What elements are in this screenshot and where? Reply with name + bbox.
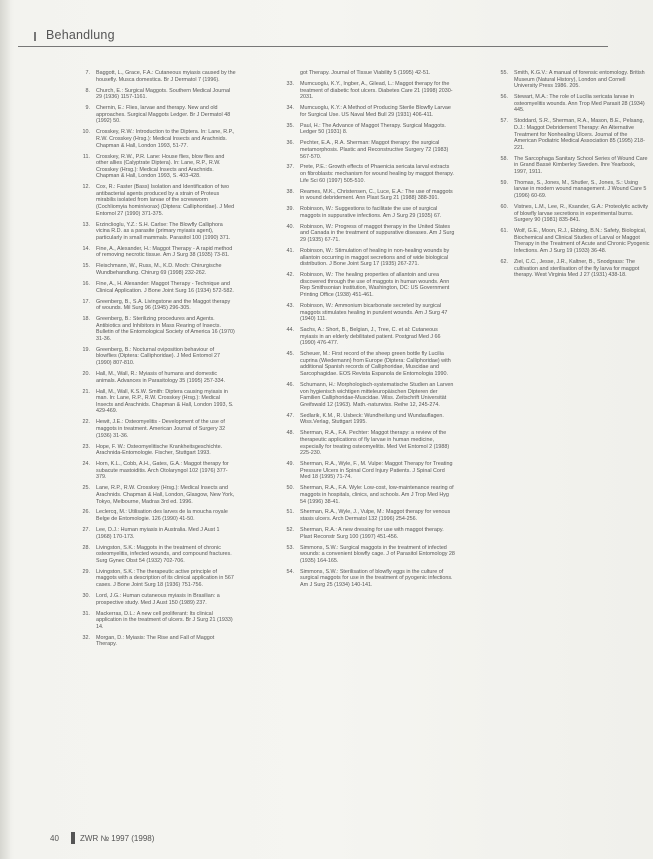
reference-number: 45. [286,351,294,358]
reference-text: Thomas, S., Jones, M., Shutler, S., Jones, S.: Using larvae in modern wound management. J Wound Care 5 (1996) 60-69. [514,179,647,200]
reference-number: 49. [286,461,294,468]
reference-item [280,189,455,202]
reference-text: Crosskey, R.W.: Introduction to the Diptera. In: Lane, R.P., R.W. Crosskey (Hrsg.): Medical Insects and Arachnids. Chapman & Hall, London 1993, 51-77. [96,129,235,149]
section-mark-icon [34,32,43,41]
reference-number: 14. [82,245,90,252]
reference-number: 30. [82,592,90,599]
reference-text: Baggott, L., Grace, F.A.: Cutaneous myiasis caused by the housefly. Musca domestica. Br J Dermatol 7 (1996). [96,70,236,83]
reference-number: 36. [286,140,294,147]
reference-text: Scheuer, M.: First record of the sheep green bottle fly Lucilia cuprina (Wiedemann) from Europe (Diptera: Calliphoridae) with additional Spanish records of Calliphoridae, Muscidae and Sarcophagidae. EOS Revista Espanola de Entomologia 1990. [300,351,451,378]
reference-number: 41. [286,247,294,254]
reference-item [280,327,455,347]
reference-number: 21. [82,388,90,395]
reference-item [76,154,236,180]
reference-text: Robinson, W.: Ammonium bicarbonate secreted by surgical maggots stimulates healing in purulent wounds. Am J Surg 47 (1940) 111. [300,302,448,323]
reference-item [76,569,236,589]
reference-number: 34. [286,105,294,112]
reference-text: Stoddard, S.R., Sherman, R.A., Mason, B.E., Pelsang, D.J.: Maggot Debridement Therapy: An Alternative Treatment for Nonhealing Ulcers. Journal of the American Podiatric Medical Association 85 (1995) 218-221. [514,118,645,151]
reference-item [76,389,236,415]
reference-item [76,611,236,631]
reference-number: 62. [500,258,508,265]
reference-item [76,246,236,259]
reference-item [76,444,236,457]
reference-text: Robinson, W.: The healing properties of allantoin and urea discovered through the use of maggots in human wounds. Ann Rep Smithsonian Institution, Washington, DC: US Government Printing Office (1938) 451-461. [300,272,450,298]
reference-item [280,351,455,377]
reference-text: Greenberg, B., S.A. Livingstone and the Maggot therapy of wounds. Mil Surg 96 (1945) 296-305. [96,298,231,312]
reference-item [280,303,455,323]
reference-item [494,259,650,279]
reference-item [280,569,455,589]
reference-text: Lee, D.J.: Human myiasis in Australia. Med J Aust 1 (1968) 170-173. [96,527,220,540]
reference-text: Livingston, S.K.: Maggots in the treatment of chronic osteomyelitis, infected wounds, and compound fractures. Surg Gynec Obst 54 (1932) 702-706. [96,544,232,564]
reference-number: 59. [500,179,508,186]
section-title: Behandlung [46,28,115,42]
reference-number: 61. [500,228,508,235]
reference-text: Hall, M., Wall, R.: Myiasis of humans and domestic animals. Advances in Parasitology 35 (1995) 257-334. [96,371,226,384]
reference-item [76,263,236,276]
reference-item [280,70,455,77]
reference-item [76,184,236,217]
reference-number: 42. [286,272,294,279]
reference-text: Hall, M., Wall, K.S.W. Smith: Diptera causing myiasis in man. In: Lane, R.P., R.W. Crosskey (Hrsg.): Medical Insects and Arachnids. Chapman & Hall, London 1993, S. 429-469. [96,388,234,415]
reference-item [280,123,455,136]
reference-text: got Therapy. Journal of Tissue Viability 5 (1995) 42-51. [300,70,431,76]
reference-item [494,118,650,151]
reference-number: 53. [286,544,294,551]
footer-bar-icon [71,832,75,844]
reference-number: 31. [82,610,90,617]
reference-text: Prete, P.E.: Growth effects of Phaenicia sericata larval extracts on fibroblasts: mechanism for wound healing by maggot therapy. Life Sci 60 (1997) 505-510. [300,164,454,184]
reference-text: Simmons, S.W.: Sterilisation of blowfly eggs in the culture of surgical maggots for use in the treatment of pyogenic infections. Am J Surg 25 (1934) 140-141. [300,568,453,588]
reference-text: Fine, A., H. Alexander: Maggot Therapy - Technique and Clinical Application. J Bone Joint Surg 16 (1934) 572-582. [96,280,234,294]
reference-text: Mackerras, D.L.: A new cell proliferant: Its clinical application in the treatment of ulcers. Br J Surg 21 (1933) 14. [96,610,233,630]
reference-number: 13. [82,221,90,228]
reference-number: 55. [500,70,508,76]
reference-text: Greenberg, B.: Nocturnal oviposition behaviour of blowflies (Diptera: Calliphoridae). J Med Entomol 27 (1990) 807-810. [96,346,221,367]
reference-item [280,509,455,522]
reference-item [76,299,236,312]
reference-column-3 [494,70,650,283]
reference-number: 44. [286,327,294,334]
reference-item [76,222,236,242]
reference-number: 19. [82,346,90,353]
reference-item [280,545,455,565]
reference-item [280,527,455,540]
reference-item [76,371,236,384]
reference-number: 27. [82,527,90,534]
reference-text: Hope, F. W.: Osteomyelitische Krankheitsgeschichte. Arachnida-Entomologie. Fischer, Stuttgart 1993. [96,443,223,457]
reference-text: Sherman, R.A., Wyle, F., M. Vulpe: Maggot Therapy for Treating Pressure Ulcers in Spinal Cord Injury Patients. J Spinal Cord Med 18 (1995) 71-74. [300,461,453,481]
reference-item [280,382,455,408]
reference-number: 56. [500,94,508,101]
reference-number: 15. [82,263,90,270]
reference-text: Mumcuoglu, K.Y., Ingber, A., Gilead, L.: Maggot therapy for the treatment of diabetic foot ulcers. Diabetes Care 21 (1998) 2030-2031. [300,80,453,101]
reference-number: 32. [82,634,90,641]
page-header [18,28,608,47]
reference-text: Erzinclioglu, Y.Z.: S.H. Carlse: The Blowfly Calliphora vicina R.D. as a parasite (primary myiasis agent), particularly in small mammals. Parasitol 100 (1990) 371. [96,221,231,241]
reference-number: 47. [286,412,294,419]
reference-text: Ziel, C.C., Jesse, J.R., Kaltner, B., Snodgrass: The cultivation and sterilisation of the fly larva for maggot therapy. West Virginia Med J 27 (1931) 438-18. [514,258,640,279]
reference-number: 18. [82,316,90,323]
reference-number: 52. [286,527,294,534]
reference-item [280,485,455,505]
reference-text: Crosskey, R.W., P.R. Lane: House flies, blow flies and other allies (Calyptrate Diptera). In: Lane, R.P., R.W. Crosskey (Hrsg.): Medical Insects and Arachnids. Chapman & Hall, London 1993, S. 403-428. [96,153,225,180]
reference-item [76,281,236,294]
reference-text: Cox, R.: Faster (Bass) Isolation and Identification of two antibacterial agents produced by a strain of Proteus mirabilis isolated from larvae of the screwworm (Cochliomyia hominivorax) (Diptera: Calliphoridae). J Med Entomol 27 (1990) 371-375. [96,184,235,217]
reference-text: Sedlarik, K.M., R. Usbeck: Wundheilung und Wundauflagen. Wiss.Verlag, Stuttgart 1995. [300,412,444,426]
reference-text: Stewart, M.A.: The role of Lucilia sericata larvae in osteomyelitis wounds. Ann Trop Med Parasit 28 (1934) 445. [514,94,645,114]
reference-item [494,180,650,200]
reference-item [280,206,455,219]
reference-item [494,156,650,176]
reference-number: 54. [286,568,294,575]
reference-text: Robinson, W.: Progress of maggot therapy in the United States and Canada in the treatment of suppurative diseases. Am J Surg 29 (1935) 67-71. [300,223,455,243]
reference-number: 46. [286,382,294,389]
reference-column-1 [76,70,236,652]
reference-item [280,248,455,268]
reference-item [280,413,455,426]
reference-number: 9. [85,105,90,112]
reference-item [76,70,236,83]
reference-text: Mumcuoglu, K.Y.: A Method of Producing Sterile Blowfly Larvae for Surgical Use. US Naval Med Bull 29 (1931) 406-411. [300,105,451,118]
reference-text: Sherman, R.A., Wyle, J., Vulpe, M.: Maggot therapy for venous stasis ulcers. Arch Dermatol 132 (1996) 254-256. [300,509,451,523]
reference-item [280,105,455,118]
reference-item [76,527,236,540]
reference-text: Leclercq, M.: Utilisation des larves de la moucha royale Belge de Entomologie. 126 (1990) 41-50. [96,509,228,523]
journal-citation: ZWR № 1997 (1998) [80,834,155,843]
reference-item [280,81,455,101]
reference-number: 57. [500,118,508,125]
reference-text: Paul, H.: The Advance of Maggot Therapy. Surgical Maggots. Ledger 50 (1931) 8. [300,122,446,136]
reference-text: Livingston, S.K.: The therapeutic active principle of maggots with a description of its clinical application in 567 cases. J Bone Joint Surg 18 (1936) 751-756. [96,568,234,588]
reference-item [280,461,455,481]
reference-item [280,140,455,160]
reference-number: 58. [500,155,508,162]
reference-item [76,105,236,125]
reference-item [76,509,236,522]
reference-item [280,224,455,244]
reference-number: 11. [82,153,90,160]
reference-number: 48. [286,430,294,437]
reference-text: Hewit, J.E.: Osteomyelitis - Development of the use of maggots in treatment. American Journal of Surgery 32 (1936) 31-36. [96,419,226,439]
reference-text: Sherman, R.A., F.A. Wyle: Low-cost, low-maintenance rearing of maggots in hospitals, clinics, and schools. Am J Trop Med Hyg 54 (1996) 38-41. [300,485,454,505]
reference-number: 40. [286,223,294,230]
reference-text: Sherman, R.A., F.A. Pechter: Maggot therapy: a review of the therapeutic applications of fly larvae in human medicine, especially for treating osteomyelitis. Med Vet Entomol 2 (1988) 225-230. [300,430,450,457]
reference-text: Horn, K.L., Cobb, A.H., Gates, G.A.: Maggot therapy for subacute mastoiditis. Arch Otolaryngol 102 (1976) 377-379. [96,461,229,481]
reference-number: 7. [85,70,90,76]
reference-item [76,461,236,481]
reference-item [280,430,455,456]
reference-number: 35. [286,122,294,129]
reference-item [76,419,236,439]
reference-text: Pechter, E.A., R.A. Sherman: Maggot therapy: the surgical metamorphosis. Plastic and Reconstructive Surgery 72 (1983) 567-570. [300,140,449,160]
reference-item [494,204,650,224]
reference-item [494,94,650,114]
reference-column-2 [280,70,455,593]
reference-number: 28. [82,544,90,551]
reference-text: Lord, J.G.: Human cutaneous myiasis in Brasilian: a prospective study. Med J Aust 150 (1989) 237. [96,592,220,606]
reference-number: 23. [82,443,90,450]
reference-item [76,635,236,648]
reference-text: Fine, A., Alexander, H.: Maggot Therapy - A rapid method of removing necrotic tissue. Am J Surg 38 (1935) 73-81. [96,245,233,259]
reference-text: Reames, M.K., Christensen, C., Luce, E.A.: The use of maggots in wound debridement. Ann Plast Surg 21 (1988) 388-391. [300,188,453,202]
reference-item [280,164,455,184]
reference-item [76,129,236,149]
reference-item [76,316,236,342]
reference-text: Fleischmann, W., Russ, M., K.D. Moch: Chirurgische Wundbehandlung. Chirurg 69 (1998) 232-262. [96,263,222,276]
reference-number: 29. [82,568,90,575]
reference-number: 25. [82,485,90,492]
reference-text: Sherman, R.A.: A new dressing for use with maggot therapy. Plast Reconstr Surg 100 (1997) 451-456. [300,527,444,540]
reference-number: 16. [82,280,90,287]
reference-item [494,228,650,254]
reference-text: Simmons, S.W.: Surgical maggots in the treatment of infected wounds: a convenient blowfly cage. J of Parasitol Entomology 28 (1935) 164-165. [300,544,455,564]
reference-number: 51. [286,509,294,516]
reference-number: 17. [82,298,90,305]
reference-number: 38. [286,188,294,195]
reference-text: Robinson, W.: Stimulation of healing in non-healing wounds by allantoin occurring in maggot secretions and of wide biological distribution. J Bone Joint Surg 17 (1935) 267-271. [300,247,450,268]
reference-text: The Sarcophaga Sanitary School Series of Wound Care in Grand Bassé Kimberley Sweden. Ihre Yearbook, 1997, 1911. [514,155,648,175]
reference-item [76,347,236,367]
reference-number: 33. [286,80,294,87]
reference-text: Schumann, H.: Morphologisch-systematische Studien an Larven von hygienisch wichtigen mitteleuropäischen Dipteren der Familien Calliphoridae-Muscidae. Wiss. Zeitschrift Universität Greifswald 12 (1963). Math.-naturwiss. Reihe 12, 245-274. [300,382,454,408]
reference-item [76,485,236,505]
reference-number: 22. [82,419,90,426]
reference-text: Lane, R.P., R.W. Crosskey (Hrsg.): Medical Insects and Arachnids. Chapman & Hall, London, Glasgow, New York, Tokyo, Melbourne, Madras 3rd ed. 1996. [96,485,235,505]
reference-text: Robinson, W.: Suggestions to facilitate the use of surgical maggots in suppurative infections. Am J Surg 29 (1935) 67. [300,206,442,219]
reference-number: 26. [82,509,90,516]
reference-number: 10. [82,129,90,136]
reference-text: Greenberg, B.: Sterilizing procedures and Agents. Antibiotics and Inhibitors in Mass Rearing of Insects. Bulletin of the Entomological Society of America 16 (1970) 31-36. [96,316,235,342]
reference-item [76,593,236,606]
reference-number: 8. [85,87,90,94]
reference-number: 50. [286,485,294,492]
reference-number: 37. [286,164,294,171]
reference-text: Morgan, D.: Myiasis: The Rise and Fall of Maggot Therapy. [96,634,215,648]
reference-item [494,70,650,90]
reference-item [76,88,236,101]
reference-text: Wolf, G.E., Moon, R.J., Ebbing, B.N.: Safety, Biological, Biochemical and Clinical Studies of Larval or Maggot Therapy in the Treatment of Acute and Chronic Pyogenic Infections. Am J Surg 19 (1933) 36-48. [514,228,650,254]
reference-number: 12. [82,184,90,191]
reference-text: Church, E.: Surgical Maggots. Southern Medical Journal 29 (1936) 1157-1161. [96,87,231,101]
reference-text: Smith, K.G.V.: A manual of forensic entomology. British Museum (Natural History), London and Cornell University Press 1986. 205. [514,70,645,90]
reference-text: Vistnes, L.M., Lee, R., Ksander, G.A.: Proteolytic activity of blowfly larvae secretions in experimental burns. Surgery 90 (1981) 835-841. [514,204,649,224]
reference-text: Sachs, A.: Short, B., Belgian, J., Tree, C. et al: Cutaneous myiasis in an elderly debilitated patient. Postgrad Med J 66 (1990) 476-477. [300,327,441,347]
page-spine-shadow [0,0,10,859]
reference-number: 60. [500,204,508,211]
reference-text: Chernin, E.: Flies, larvae and therapy. New and old approaches. Surgical Maggots Ledger. Br J Dermatol 48 (1992) 50. [96,105,231,125]
reference-item [280,272,455,298]
reference-number: 43. [286,302,294,309]
reference-number: 24. [82,461,90,468]
reference-number: 39. [286,206,294,213]
reference-item [76,545,236,565]
page-number: 40 [50,834,59,843]
reference-number: 20. [82,371,90,378]
